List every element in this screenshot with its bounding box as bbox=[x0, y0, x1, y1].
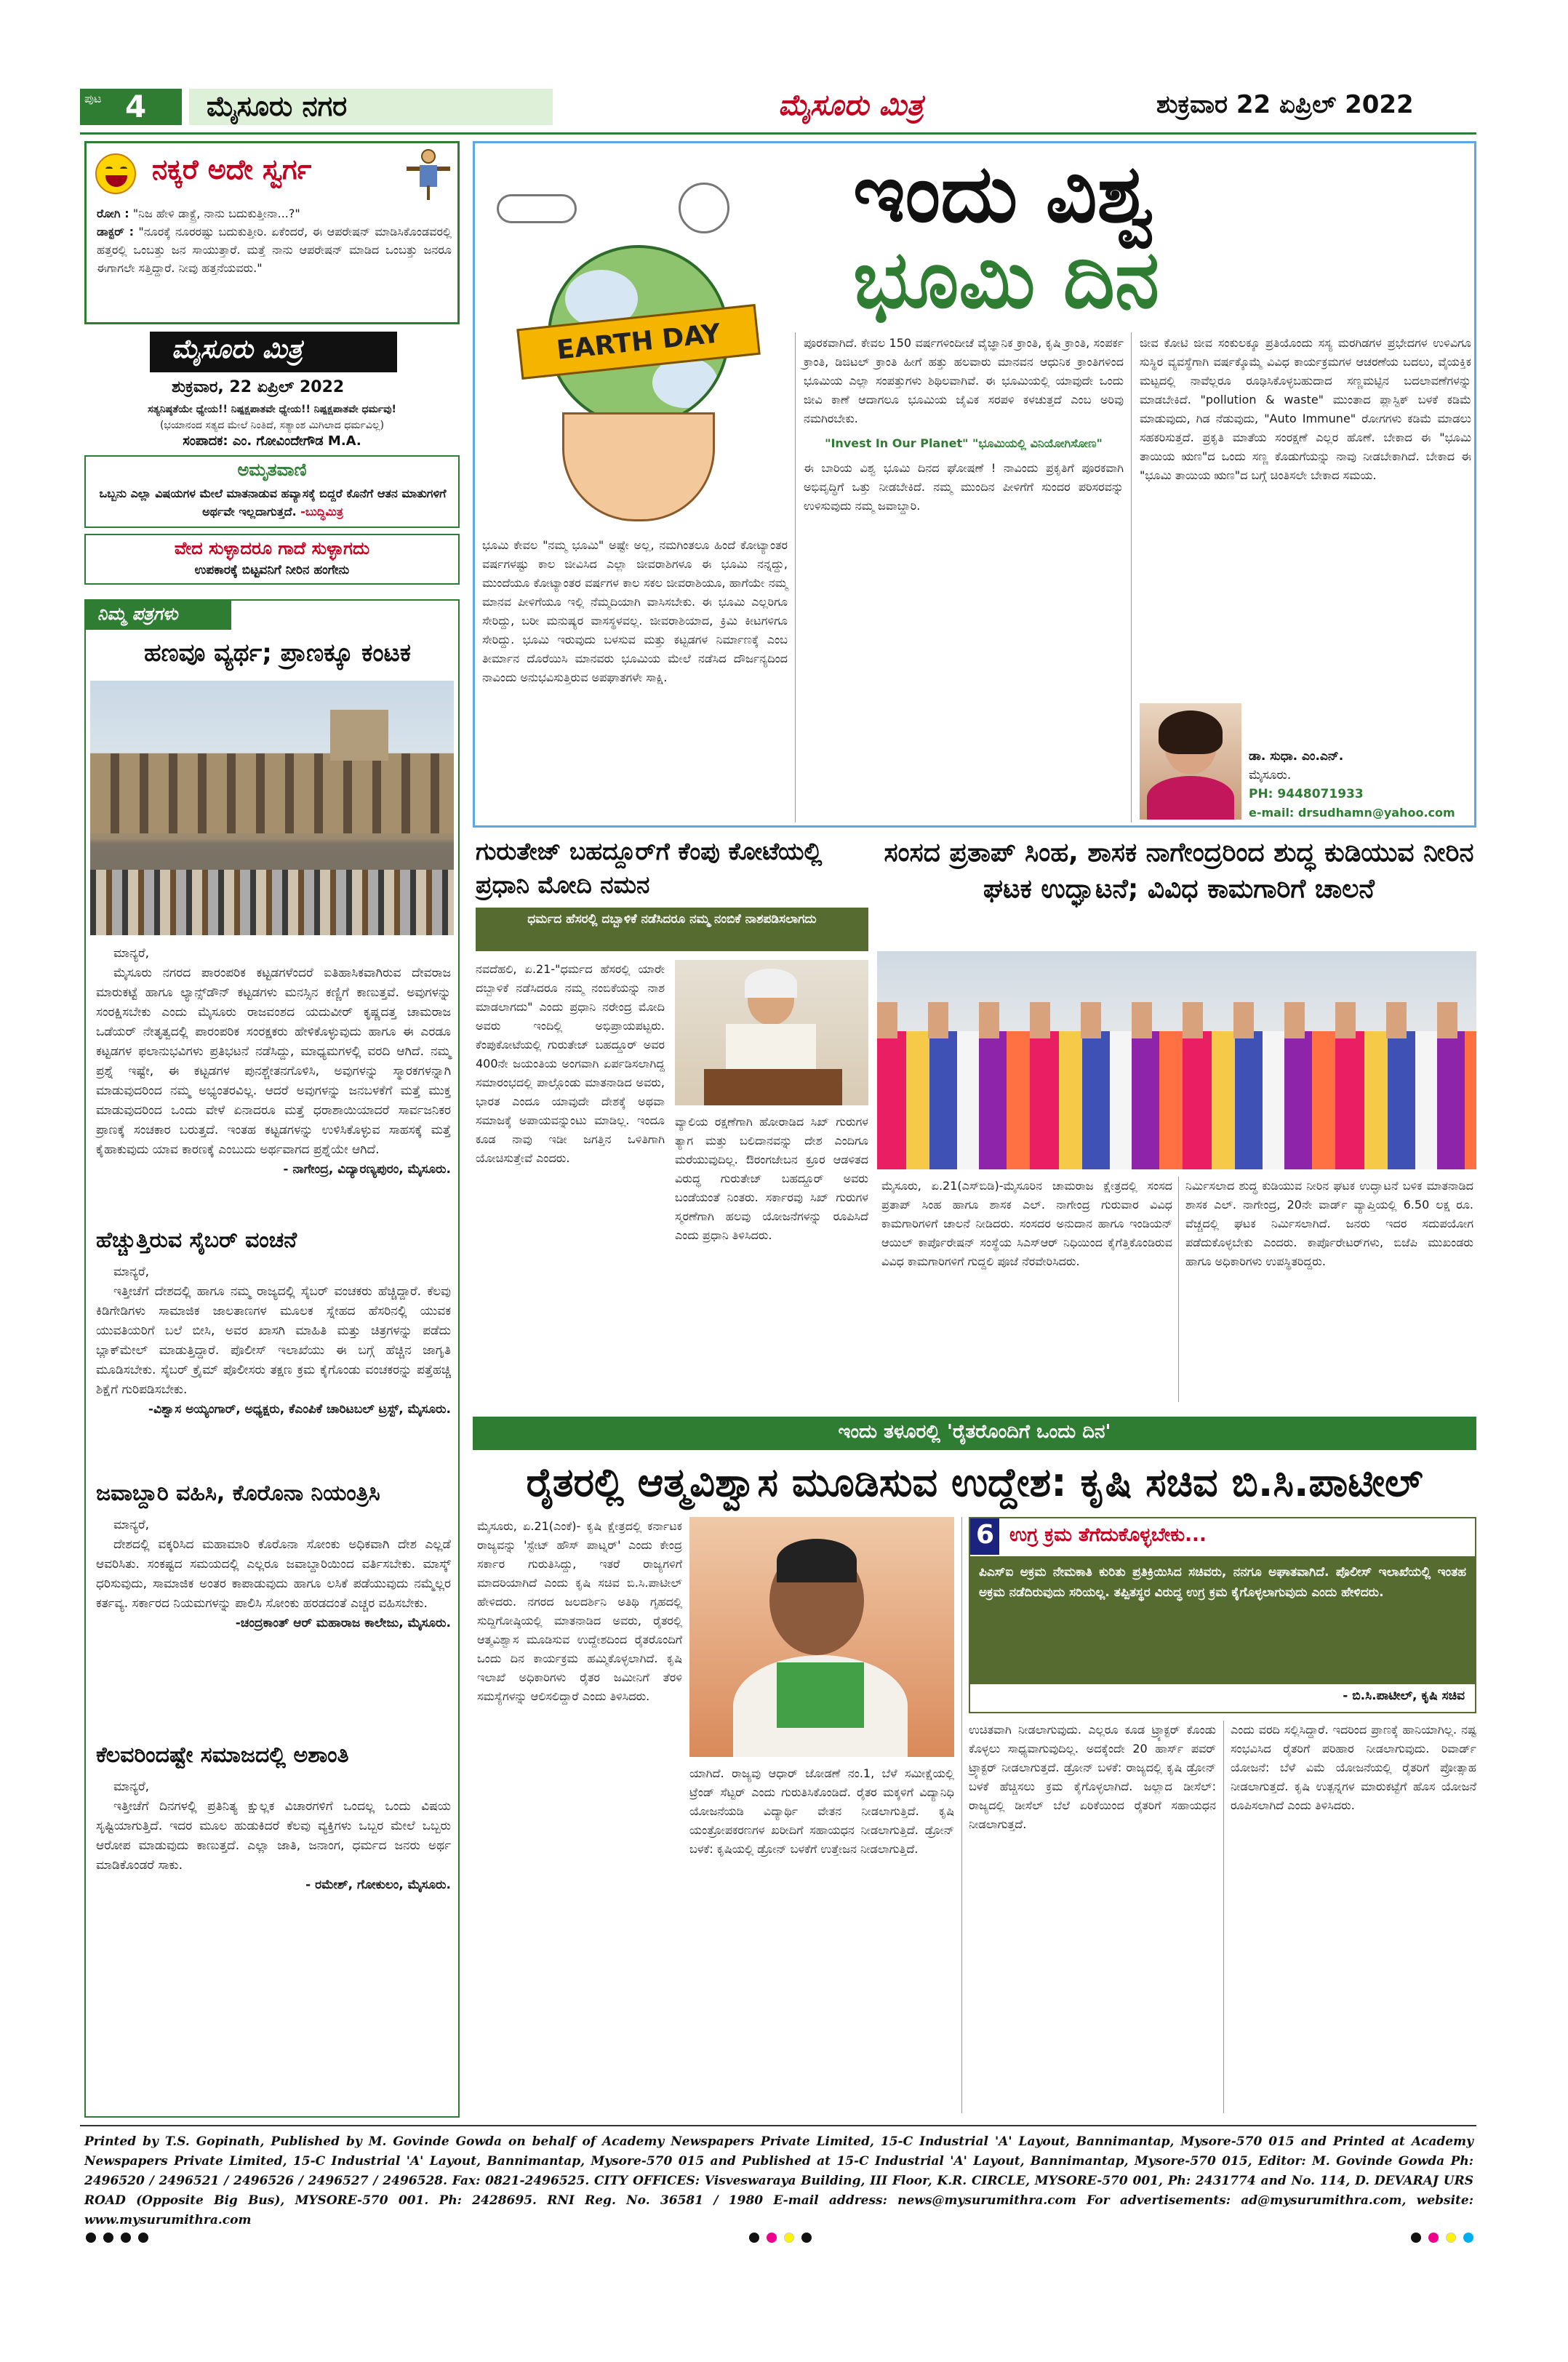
letter4-body: ಮಾನ್ಯರೆ, ಇತ್ತೀಚೆಗೆ ದಿನಗಳಲ್ಲಿ ಪ್ರತಿನಿತ್ಯ ಕ್ಷುಲ್ಲಕ ವಿಚಾರಗಳಿಗೆ ಒಂದಲ್ಲ ಒಂದು ವಿಷಯ ಸೃಷ್ಟಿಯಾಗುತ್ತಿದೆ. ಇದರ ಮೂಲ ಹುಡುಕಿದರೆ ಕೆಲವು ವ್ಯಕ್ತಿಗಳು ಒಬ್ಬರ ಮೇಲೆ ಒಬ್ಬರು ಆರೋಪ ಮಾಡುವುದು ಕಾಣುತ್ತದೆ. ಎಲ್ಲಾ ಜಾತಿ, ಜನಾಂಗ, ಧರ್ಮದ ಜನರು ಅರ್ಥ ಮಾಡಿಕೊಂಡರೆ ಸಾಕು. - ರಮೇಶ್, ಗೋಕುಲಂ, ಮೈಸೂರು. bbox=[96, 1779, 451, 1892]
paper-editor: ಸಂಪಾದಕ: ಎಂ. ಗೋವಿಂದೇಗೌಡ M.A. bbox=[183, 433, 361, 449]
laughing-icon bbox=[95, 153, 136, 194]
pata-box bbox=[969, 1517, 1476, 1713]
registration-mark bbox=[138, 2233, 148, 2243]
modi-photo bbox=[675, 960, 868, 1105]
paper-info-logo: ಮೈಸೂರು ಮಿತ್ರ bbox=[150, 332, 397, 372]
registration-mark bbox=[103, 2233, 113, 2243]
registration-mark bbox=[767, 2233, 777, 2243]
farmers-body3: ಉಚಿತವಾಗಿ ನೀಡಲಾಗುವುದು. ಎಲ್ಲರೂ ಕೂಡ ಟ್ರ್ಯಾಕ್ಟರ್ ಕೊಂಡು ಕೊಳ್ಳಲು ಸಾಧ್ಯವಾಗುವುದಿಲ್ಲ. ಅದಕ್ಕೆಂದೇ 20 ಹಾರ್ಸ್ ಪವರ್ ಟ್ರ್ಯಾಕ್ಟರ್ ನೀಡಲಾಗುತ್ತದೆ. ಡ್ರೋನ್ ಬಳಕೆ: ರಾಜ್ಯದಲ್ಲಿ ಕೃಷಿ ಡ್ರೋನ್ ಬಳಕೆ ಹೆಚ್ಚಿಸಲು ಕ್ರಮ ಕೈಗೊಳ್ಳಲಾಗಿದೆ. ಜಲ್ಲಾದ ಡೀಸೆಲ್: ರಾಜ್ಯದಲ್ಲಿ ಡೀಸೆಲ್ ಬೆಲೆ ಏರಿಕೆಯಿಂದ ರೈತರಿಗೆ ಸಹಾಯಧನ ನೀಡಲಾಗುತ್ತದೆ. bbox=[969, 1723, 1216, 1831]
amrutavani-text: ಒಬ್ಬನು ಎಲ್ಲಾ ವಿಷಯಗಳ ಮೇಲೆ ಮಾತನಾಡುವ ಹವ್ಯಾಸಕ್ಕೆ ಬಿದ್ದರೆ ಕೊನೆಗೆ ಆತನ ಮಾತುಗಳಿಗೆ ಅರ್ಥವೇ ಇಲ್ಲದಾಗುತ್ತದೆ. -ಬುದ್ಧಿಮಿತ್ರ bbox=[99, 487, 447, 519]
page-label: ಪುಟ bbox=[84, 92, 102, 105]
registration-mark bbox=[121, 2233, 131, 2243]
masthead-date: ಶುಕ್ರವಾರ 22 ಏಪ್ರಿಲ್ 2022 bbox=[1156, 90, 1414, 119]
registration-mark bbox=[1446, 2233, 1456, 2243]
registration-mark bbox=[86, 2233, 96, 2243]
modi-body-left: ನವದೆಹಲಿ, ಏ.21-"ಧರ್ಮದ ಹೆಸರಲ್ಲಿ ಯಾರೇ ದಬ್ಬಾಳಿಕೆ ನಡೆಸಿದರೂ ನಮ್ಮ ನಂಬಿಕೆಯನ್ನು ನಾಶ ಮಾಡಲಾಗದು" ಎಂದು ಪ್ರಧಾನಿ ನರೇಂದ್ರ ಮೋದಿ ಅವರು ಇಂದಿಲ್ಲಿ ಅಭಿಪ್ರಾಯಪಟ್ಟರು. ಕೆಂಪುಕೋಟೆಯಲ್ಲಿ ಗುರುತೇಜ್ ಬಹದ್ದೂರ್ ಅವರ 400ನೇ ಜಯಂತಿಯ ಅಂಗವಾಗಿ ಏರ್ಪಡಿಸಲಾಗಿದ್ದ ಸಮಾರಂಭದಲ್ಲಿ ಪಾಲ್ಗೊಂಡು ಮಾತನಾಡಿದ ಅವರು, ಭಾರತ ಎಂದೂ ಯಾವುದೇ ದೇಶಕ್ಕೆ ಅಥವಾ ಸಮಾಜಕ್ಕೆ ಅಪಾಯವನ್ನುಂಟು ಮಾಡಿಲ್ಲ. ಇಂದೂ ಕೂಡ ನಾವು ಇಡೀ ಜಗತ್ತಿನ ಒಳಿತಿಗಾಗಿ ಯೋಚಿಸುತ್ತೇವೆ ಎಂದರು. bbox=[476, 962, 665, 1165]
earth-day-col1: ಭೂಮಿ ಕೇವಲ "ನಮ್ಮ ಭೂಮಿ" ಅಷ್ಟೇ ಅಲ್ಲ, ನಮಗಿಂತಲೂ ಹಿಂದೆ ಕೋಟ್ಯಾಂತರ ವರ್ಷಗಳಷ್ಟು ಕಾಲ ಜೀವಿಸಿದ ಎಲ್ಲಾ ಜೀವರಾಶಿಗಳೂ ಈ ಭೂಮಿ ನನ್ನದ್ದು, ಮುಂದೆಯೂ ಕೋಟ್ಯಾಂತರ ವರ್ಷಗಳ ಕಾಲ ಸಕಲ ಜೀವರಾಶಿಯೂ, ಹಾಗೆಯೇ ನಮ್ಮ ಮಾನವ ಪೀಳಿಗೆಯೂ ಇಲ್ಲಿ ನೆಮ್ಮದಿಯಾಗಿ ವಾಸಿಸಬೇಕು. ಈ ಭೂಮಿ ಎಲ್ಲರಿಗೂ ಸೇರಿದ್ದು, ಬರೀ ಮನುಷ್ಯರ ವಾಸಸ್ಥಳವಲ್ಲ. ಜೀವರಾಶಿಯಾದ, ಕ್ರಿಮಿ ಕೀಟಗಳಿಗೂ ಸೇರಿದ್ದು. ಭೂಮಿ ಇರುವುದು ಬಳಸುವ ಮತ್ತು ಕಟ್ಟಡಗಳ ನಿರ್ಮಾಣಕ್ಕೆ ಎಂಬ ತೀರ್ಮಾನ ದೊರೆಯಿಸಿ ಮಾನವರು ಭೂಮಿಯ ಮೇಲೆ ನಡೆಸಿದ ದೌರ್ಜನ್ಯದಿಂದ ನಾವಿಂದು ಅನುಭವಿಸುತ್ತಿರುವ ಅಪಘಾತಗಳೇ ಸಾಕ್ಷಿ. bbox=[482, 538, 788, 684]
page-number: 4 bbox=[125, 89, 147, 124]
registration-mark bbox=[801, 2233, 812, 2243]
letter2-title: ಹೆಚ್ಚುತ್ತಿರುವ ಸೈಬರ್ ವಂಚನೆ bbox=[96, 1228, 297, 1253]
amrutavani-title: ಅಮೃತವಾಣಿ bbox=[237, 460, 307, 480]
paper-motto: ಸತ್ಯನಿಷ್ಠತೆಯೇ ಧ್ಯೇಯ!! ನಿಷ್ಪಕ್ಷಪಾತವೇ ಧ್ಯೇಯ!! ನಿಷ್ಪಕ್ಷಪಾತವೇ ಧರ್ಮವು! (ಭಯಾನಂದ ಸತ್ಯದ ಮೇಲೆ ನಿಂತಿದೆ, ಸತ್ಯಾಂಶ ಮಿಗಿಲಾದ ಧರ್ಮವಿಲ್ಲ) bbox=[148, 404, 396, 431]
farmers-body4: ಎಂದು ವರದಿ ಸಲ್ಲಿಸಿದ್ದಾರೆ. ಇದರಿಂದ ಪ್ರಾಣಕ್ಕೆ ಹಾನಿಯಾಗಿಲ್ಲ. ನಷ್ಟ ಸಂಭವಿಸಿದ ರೈತರಿಗೆ ಪರಿಹಾರ ನೀಡಲಾಗುವುದು. ರಿವಾರ್ಡ್ ಯೋಜನೆ: ಬೆಳೆ ವಿಮೆ ಯೋಜನೆಯಲ್ಲಿ ರೈತರಿಗೆ ಪ್ರೋತ್ಸಾಹ ನೀಡಲಾಗುತ್ತದೆ. ಕೃಷಿ ಉತ್ಪನ್ನಗಳ ಮಾರುಕಟ್ಟೆಗೆ ಹೊಸ ಯೋಜನೆ ರೂಪಿಸಲಾಗಿದೆ ಎಂದು ತಿಳಿಸಿದರು. bbox=[1231, 1723, 1476, 1812]
pata-box-title: ಉಗ್ರ ಕ್ರಮ ತೆಗೆದುಕೊಳ್ಳಬೇಕು... bbox=[1009, 1524, 1207, 1546]
page-number-badge bbox=[80, 89, 182, 125]
registration-mark bbox=[784, 2233, 794, 2243]
author-details: ಡಾ. ಸುಧಾ. ಎಂ.ಎನ್. ಮೈಸೂರು. PH: 9448071933 e-mail: drsudhamn@yahoo.com bbox=[1249, 749, 1455, 820]
letter2-body: ಮಾನ್ಯರೆ, ಇತ್ತೀಚೆಗೆ ದೇಶದಲ್ಲಿ ಹಾಗೂ ನಮ್ಮ ರಾಜ್ಯದಲ್ಲಿ ಸೈಬರ್ ವಂಚಕರು ಹೆಚ್ಚಿದ್ದಾರೆ. ಕೆಲವು ಕಿಡಿಗೇಡಿಗಳು ಸಾಮಾಜಿಕ ಜಾಲತಾಣಗಳ ಮೂಲಕ ಸ್ನೇಹದ ಹೆಸರಿನಲ್ಲಿ ಯುವಕ ಯುವತಿಯರಿಗೆ ಬಲೆ ಬೀಸಿ, ಅವರ ಖಾಸಗಿ ಮಾಹಿತಿ ಮತ್ತು ಚಿತ್ರಗಳನ್ನು ಪಡೆದು ಬ್ಲಾಕ್‌ಮೇಲ್ ಮಾಡುತ್ತಿದ್ದಾರೆ. ಪೊಲೀಸ್ ಇಲಾಖೆಯು ಈ ಬಗ್ಗೆ ಹೆಚ್ಚಿನ ಜಾಗೃತಿ ಮೂಡಿಸಬೇಕು. ಸೈಬರ್ ಕ್ರೈಮ್ ಪೊಲೀಸರು ತಕ್ಷಣ ಕ್ರಮ ಕೈಗೊಂಡು ವಂಚಕರನ್ನು ಪತ್ತೆಹಚ್ಚಿ ಶಿಕ್ಷೆಗೆ ಗುರಿಪಡಿಸಬೇಕು. -ವಿಶ್ವಾಸ ಅಯ್ಯಂಗಾರ್, ಅಧ್ಯಕ್ಷರು, ಕೆಎಂಪಿಕೆ ಚಾರಿಟಬಲ್ ಟ್ರಸ್ಟ್, ಮೈಸೂರು. bbox=[96, 1265, 451, 1417]
pata-box-sign: - ಬಿ.ಸಿ.ಪಾಟೀಲ್, ಕೃಷಿ ಸಚಿವ bbox=[1343, 1689, 1465, 1703]
joke-box bbox=[84, 141, 460, 324]
modi-headline: ಗುರುತೇಜ್ ಬಹದ್ದೂರ್‌ಗೆ ಕೆಂಪು ಕೋಟೆಯಲ್ಲಿ ಪ್ರಧಾನಿ ಮೋದಿ ನಮನ bbox=[476, 837, 823, 899]
earth-day-ribbon: EARTH DAY bbox=[516, 304, 761, 380]
masthead-rule bbox=[80, 132, 1476, 135]
cloud-icon bbox=[497, 194, 577, 223]
proverb-box bbox=[84, 534, 460, 585]
masthead bbox=[80, 86, 1476, 129]
earth-day-feature bbox=[473, 141, 1476, 828]
letters-label: ನಿಮ್ಮ ಪತ್ರಗಳು bbox=[86, 601, 231, 630]
joke-title: ನಕ್ಕರೆ ಅದೇ ಸ್ವರ್ಗ bbox=[152, 153, 312, 185]
farmers-headline: ರೈತರಲ್ಲಿ ಆತ್ಮವಿಶ್ವಾಸ ಮೂಡಿಸುವ ಉದ್ದೇಶ: ಕೃಷಿ ಸಚಿವ ಬಿ.ಸಿ.ಪಾಟೀಲ್ bbox=[526, 1460, 1423, 1505]
minister-photo bbox=[689, 1517, 954, 1757]
farmers-body2: ಯಾಗಿದೆ. ರಾಜ್ಯವು ಆಧಾರ್ ಜೋಡಣೆ ನಂ.1, ಬೆಳೆ ಸಮೀಕ್ಷೆಯಲ್ಲಿ ಟ್ರೆಂಡ್ ಸೆಟ್ಟರ್ ಎಂದು ಗುರುತಿಸಿಕೊಂಡಿದೆ. ರೈತರ ಮಕ್ಕಳಿಗೆ ವಿದ್ಯಾನಿಧಿ ಯೋಜನೆಯಡಿ ವಿದ್ಯಾರ್ಥಿ ವೇತನ ನೀಡಲಾಗುತ್ತಿದೆ. ಕೃಷಿ ಯಂತ್ರೋಪಕರಣಗಳ ಖರೀದಿಗೆ ಸಹಾಯಧನ ನೀಡಲಾಗುತ್ತಿದೆ. ಡ್ರೋನ್ ಬಳಕೆ: ಕೃಷಿಯಲ್ಲಿ ಡ್ರೋನ್ ಬಳಕೆಗೆ ಉತ್ತೇಜನ ನೀಡಲಾಗುತ್ತಿದೆ. bbox=[689, 1766, 954, 1856]
modi-subhead: ಧರ್ಮದ ಹೆಸರಲ್ಲಿ ದಬ್ಬಾಳಿಕೆ ನಡೆಸಿದರೂ ನಮ್ಮ ನಂಬಿಕೆ ನಾಶಪಡಿಸಲಾಗದು bbox=[476, 908, 868, 951]
pata-box-number: 6 bbox=[970, 1518, 999, 1555]
footer-imprint: Printed by T.S. Gopinath, Published by M. Govinde Gowda on behalf of Academy Newspapers Private Limited, 15-C Industrial 'A' Layout, Bannimantap, Mysore-570 015 and Printed at Academy Newspapers Private Limited, 15-C Industrial 'A' Layout, Bannimantap, Mysore-570 015 and Published at 15-C Industrial 'A' Layout, Bannimantap, Mysore-570 015, Editor: M. Govinde Gowda Ph: 2496520 / 2496521 / 2496526 / 2496527 / 2496528. Fax: 0821-2496525. CITY OFFICES: Visveswaraya Building, III Floor, K.R. CIRCLE, MYSORE-570 001, Ph: 2431774 and No. 114, D. DEVARAJ URS ROAD (Opposite Big Bus), MYSORE-570 001. Ph: 2428695. RNI Reg. No. 36581 / 1980 E-mail address: news@mysurumithra.com For advertisements: ad@mysurumithra.com, website: www.mysurumithra.com bbox=[84, 2134, 1473, 2227]
letter1-body: ಮಾನ್ಯರೆ, ಮೈಸೂರು ನಗರದ ಪಾರಂಪರಿಕ ಕಟ್ಟಡಗಳೆಂದರೆ ಐತಿಹಾಸಿಕವಾಗಿರುವ ದೇವರಾಜ ಮಾರುಕಟ್ಟೆ ಹಾಗೂ ಲ್ಯಾನ್ಸ್‌ಡೌನ್ ಕಟ್ಟಡಗಳು ಮನಸ್ಸಿನ ಕಣ್ಣಿಗೆ ಕಾಣುತ್ತವೆ. ಅವುಗಳನ್ನು ಸಂರಕ್ಷಿಸಬೇಕು ಎಂದು ಮೈಸೂರು ರಾಜವಂಶದ ಯದುವೀರ್ ಕೃಷ್ಣದತ್ತ ಚಾಮರಾಜ ಒಡೆಯರ್ ನೇತೃತ್ವದಲ್ಲಿ ಪಾರಂಪರಿಕ ಸಂರಕ್ಷಕರು ಹೇಳಿಕೊಳ್ಳುವುದು ಹಾಗೂ ಈ ಎರಡೂ ಕಟ್ಟಡಗಳ ಫಲಾನುಭವಿಗಳು ಪ್ರತಿಭಟನೆ ನಡೆಸಿದ್ದು, ಮಾಧ್ಯಮಗಳಲ್ಲಿ ವರದಿ ಆಗಿದೆ. ನಮ್ಮ ಪ್ರಶ್ನೆ ಇಷ್ಟೇ, ಈ ಕಟ್ಟಡಗಳ ಪುನಶ್ಚೇತನಗೊಳಿಸಿ, ಅವುಗಳನ್ನು ಸ್ಮಾರಕಗಳನ್ನಾಗಿ ಮಾಡುವುದರಿಂದ ನಮ್ಮ ಅಭ್ಯಂತರವಿಲ್ಲ. ಆದರೆ ಅವುಗಳನ್ನು ಜನಬಳಕೆಗೆ ಮತ್ತೆ ಮುಕ್ತ ಮಾಡುವುದರಿಂದ ಒಂದು ವೇಳೆ ಏನಾದರೂ ಮತ್ತೆ ಧರಾಶಾಯಿಯಾದರೆ ಸಾರ್ವಜನಿಕರ ಪ್ರಾಣಕ್ಕೆ ಸಂಚಕಾರ ಬರುತ್ತದೆ. ಇಂತಹ ಕಟ್ಟಡಗಳನ್ನು ಉಳಿಸಿಕೊಳ್ಳುವ ಸಾಹಸಕ್ಕೆ ಮತ್ತೆ ಕೈಹಾಕುವುದು ಯಾವ ಕಾರಣಕ್ಕೆ ಎಂಬುದು ಅರ್ಥವಾಗದ ಪ್ರಶ್ನೆಯೇ ಆಗಿದೆ. - ನಾಗೇಂದ್ರ, ವಿದ್ಯಾರಣ್ಯಪುರಂ, ಮೈಸೂರು. bbox=[96, 946, 451, 1177]
letter3-title: ಜವಾಬ್ದಾರಿ ವಹಿಸಿ, ಕೊರೊನಾ ನಿಯಂತ್ರಿಸಿ bbox=[96, 1481, 380, 1506]
earth-day-col2: ಪೂರಕವಾಗಿದೆ. ಕೇವಲ 150 ವರ್ಷಗಳಿಂದೀಚೆ ವೈಜ್ಞಾನಿಕ ಕ್ರಾಂತಿ, ಕೃಷಿ ಕ್ರಾಂತಿ, ಸಂಪರ್ಕ ಕ್ರಾಂತಿ, ಡಿಜಿಟಲ್ ಕ್ರಾಂತಿ ಹೀಗೆ ಹತ್ತು ಹಲವಾರು ಮಾನವನ ಆಧುನಿಕ ಕ್ರಾಂತಿಗಳಿಂದ ಭೂಮಿಯ ಎಲ್ಲಾ ಸಂಪತ್ತುಗಳು ಶಿಥಿಲವಾಗಿವೆ. ಈ ಭೂಮಿಯಲ್ಲಿ ಯಾವುದೇ ಒಂದು ಜೀವಿ ಕಾಣೆ ಆದಾಗಲೂ ಭೂಮಿಯ ಜೈವಿಕ ಸರಪಳಿ ಕಳಚುತ್ತದೆ ಎಂಬ ಅರಿವು ನಮಗಿರಬೇಕು. "Invest In Our Planet" "ಭೂಮಿಯಲ್ಲಿ ವಿನಿಯೋಗಿಸೋಣ" ಈ ಬಾರಿಯ ವಿಶ್ವ ಭೂಮಿ ದಿನದ ಘೋಷಣೆ ! ನಾವಿಂದು ಪ್ರಕೃತಿಗೆ ಪೂರಕವಾಗಿ ಅಭಿವೃದ್ಧಿಗೆ ಒತ್ತು ನೀಡಬೇಕಿದೆ. ನಮ್ಮ ಮುಂದಿನ ಪೀಳಿಗೆಗೆ ಸುಂದರ ಪರಿಸರವನ್ನು ಉಳಿಸುವುದು ನಮ್ಮ ಜವಾಬ್ದಾರಿ. bbox=[804, 336, 1124, 513]
author-card bbox=[1140, 703, 1471, 824]
paper-info-box bbox=[84, 332, 460, 449]
paper-logo: ಮೈಸೂರು ಮಿತ್ರ bbox=[778, 89, 924, 122]
footer-rule bbox=[80, 2125, 1476, 2126]
joke-dialogue: ರೋಗಿ : "ನಿಜ ಹೇಳಿ ಡಾಕ್ಟ್ರೆ, ನಾನು ಬದುಕುತ್ತೀನಾ...?" ಡಾಕ್ಟರ್ : "ನೂರಕ್ಕೆ ನೂರರಷ್ಟು ಬದುಕುತ್ತೀರಿ. ಏಕೆಂದರೆ, ಈ ಆಪರೇಷನ್ ಮಾಡಿಸಿಕೊಂಡವರಲ್ಲಿ ಹತ್ತರಲ್ಲಿ ಒಂಬತ್ತು ಜನ ಸಾಯುತ್ತಾರೆ. ಮತ್ತೆ ನಾನು ಆಪರೇಷನ್ ಮಾಡಿದ ಒಂಬತ್ತು ಜನರೂ ಈಗಾಗಲೇ ಸತ್ತಿದ್ದಾರೆ. ನೀವು ಹತ್ತನೆಯವರು." bbox=[97, 207, 452, 275]
amrutavani-box bbox=[84, 455, 460, 528]
section-title: ಮೈಸೂರು ನಗರ bbox=[189, 89, 553, 125]
farmers-banner: ಇಂದು ತಳೂರಲ್ಲಿ 'ರೈತರೊಂದಿಗೆ ಒಂದು ದಿನ' bbox=[473, 1417, 1476, 1450]
farmers-body1: ಮೈಸೂರು, ಏ.21(ಎಂಕೆ)- ಕೃಷಿ ಕ್ಷೇತ್ರದಲ್ಲಿ ಕರ್ನಾಟಕ ರಾಜ್ಯವನ್ನು 'ಸ್ಟೇಟ್ ಹೌಸ್ ಪಾಟ್ನರ್' ಎಂದು ಕೇಂದ್ರ ಸರ್ಕಾರ ಗುರುತಿಸಿದ್ದು, ಇತರೆ ರಾಜ್ಯಗಳಿಗೆ ಮಾದರಿಯಾಗಿದೆ ಎಂದು ಕೃಷಿ ಸಚಿವ ಬಿ.ಸಿ.ಪಾಟೀಲ್ ಹೇಳಿದರು. ನಗರದ ಜಲದರ್ಶಿನಿ ಅತಿಥಿ ಗೃಹದಲ್ಲಿ ಸುದ್ದಿಗೋಷ್ಠಿಯಲ್ಲಿ ಮಾತನಾಡಿದ ಅವರು, ರೈತರಲ್ಲಿ ಆತ್ಮವಿಶ್ವಾಸ ಮೂಡಿಸುವ ಉದ್ದೇಶದಿಂದ ರೈತರೊಂದಿಗೆ ಒಂದು ದಿನ ಕಾರ್ಯಕ್ರಮ ಹಮ್ಮಿಕೊಳ್ಳಲಾಗಿದೆ. ಕೃಷಿ ಇಲಾಖೆ ಅಧಿಕಾರಿಗಳು ರೈತರ ಜಮೀನಿಗೆ ತೆರಳಿ ಸಮಸ್ಯೆಗಳನ್ನು ಆಲಿಸಲಿದ್ದಾರೆ ಎಂದು ತಿಳಿಸಿದರು. bbox=[477, 1519, 682, 1703]
mp-story bbox=[877, 835, 1476, 1409]
letter1-title: ಹಣವೂ ವ್ಯರ್ಥ; ಪ್ರಾಣಕ್ಕೂ ಕಂಟಕ bbox=[144, 638, 412, 668]
modi-body-right: ವ್ಯಾಲಿಯ ರಕ್ಷಣೆಗಾಗಿ ಹೋರಾಡಿದ ಸಿಖ್ ಗುರುಗಳ ತ್ಯಾಗ ಮತ್ತು ಬಲಿದಾನವನ್ನು ದೇಶ ಎಂದಿಗೂ ಮರೆಯುವುದಿಲ್ಲ. ಔರಂಗಜೇಬನ ಕ್ರೂರ ಆಡಳಿತದ ವಿರುದ್ಧ ಗುರುತೇಜ್ ಬಹದ್ದೂರ್ ಅವರು ಬಂಡೆಯಂತೆ ನಿಂತರು. ಸರ್ಕಾರವು ಸಿಖ್ ಗುರುಗಳ ಸ್ಮರಣೆಗಾಗಿ ಹಲವು ಯೋಜನೆಗಳನ್ನು ರೂಪಿಸಿದೆ ಎಂದು ಪ್ರಧಾನಿ ತಿಳಿಸಿದರು. bbox=[675, 1115, 868, 1242]
earth-day-col3: ಜೀವ ಕೋಟಿ ಜೀವ ಸಂಕುಲಕ್ಕೂ ಪ್ರತಿಯೊಂದು ಸಸ್ಯ ಮರಗಿಡಗಳ ಪ್ರಭೇದಗಳ ಉಳಿವಿಗೂ ಸುಸ್ಥಿರ ವ್ಯವಸ್ಥೆಗಾಗಿ ವರ್ಷಕ್ಕೊಮ್ಮೆ ವಿವಿಧ ಕಾರ್ಯಕ್ರಮಗಳ ಆಚರಣೆಯ ಬದಲು, ವೈಯಕ್ತಿಕ ಮಟ್ಟದಲ್ಲಿ ನಾವೆಲ್ಲರೂ ರೂಢಿಸಿಕೊಳ್ಳಬಹುದಾದ ಸಣ್ಣಮಟ್ಟಿನ ಬದಲಾವಣೆಗಳನ್ನು ಮಾಡಬೇಕಿದೆ. "pollution & waste" ಮುಂತಾದ ಪ್ಲಾಸ್ಟಿಕ್ ಬಳಕೆ ಕಡಿಮೆ ಮಾಡುವುದು, ಗಿಡ ನೆಡುವುದು, "Auto Immune" ರೋಗಗಳು ಕಡಿಮೆ ಮಾಡಲು ಸಹಕರಿಸುತ್ತದೆ. ಪ್ರಕೃತಿ ಮಾತೆಯ ಸಂರಕ್ಷಣೆ ಎಲ್ಲರ ಹೊಣೆ. ಬೇಕಾದ ಈ "ಭೂಮಿ ತಾಯಿಯ ಋಣ"ದ ಒಂದು ಸಣ್ಣ ಕೊಡುಗೆಯನ್ನು ನಾವು ನೀಡಬೇಕಾಗಿದೆ. ಬೇಕಾದ ಈ "ಭೂಮಿ ತಾಯಿಯ ಋಣ"ದ ಬಗ್ಗೆ ಚಿಂತಿಸಲೇ ಬೇಕಾದ ಸಮಯ. bbox=[1140, 336, 1471, 482]
proverb-title: ವೇದ ಸುಳ್ಳಾದರೂ ಗಾದೆ ಸುಳ್ಳಾಗದು bbox=[174, 538, 370, 559]
mp-headline: ಸಂಸದ ಪ್ರತಾಪ್ ಸಿಂಹ, ಶಾಸಕ ನಾಗೇಂದ್ರರಿಂದ ಶುದ್ಧ ಕುಡಿಯುವ ನೀರಿನ ಘಟಕ ಉದ್ಘಾಟನೆ; ವಿವಿಧ ಕಾಮಗಾರಿಗೆ ಚಾಲನೆ bbox=[884, 838, 1474, 904]
pata-box-text: ಪಿಎಸ್‌ಐ ಅಕ್ರಮ ನೇಮಕಾತಿ ಕುರಿತು ಪ್ರತಿಕ್ರಿಯಿಸಿದ ಸಚಿವರು, ನನಗೂ ಅಘಾತವಾಗಿದೆ. ಪೊಲೀಸ್ ಇಲಾಖೆಯಲ್ಲಿ ಇಂತಹ ಅಕ್ರಮ ನಡೆದಿರುವುದು ಸರಿಯಲ್ಲ. ತಪ್ಪಿತಸ್ಥರ ವಿರುದ್ಧ ಉಗ್ರ ಕ್ರಮ ಕೈಗೊಳ್ಳಲಾಗುವುದು ಎಂದು ಹೇಳಿದರು. bbox=[970, 1556, 1475, 1684]
hands-icon bbox=[562, 412, 715, 521]
paper-info-date: ಶುಕ್ರವಾರ, 22 ಏಪ್ರಿಲ್ 2022 bbox=[172, 378, 345, 396]
registration-mark bbox=[1428, 2233, 1439, 2243]
letter3-body: ಮಾನ್ಯರೆ, ದೇಶದಲ್ಲಿ ವಕ್ಕರಿಸಿದ ಮಹಾಮಾರಿ ಕೊರೊನಾ ಸೋಂಕು ಅಧಿಕವಾಗಿ ದೇಶ ಎಲ್ಲಡೆ ಆವರಿಸಿತು. ಸಂಕಷ್ಟದ ಸಮಯದಲ್ಲಿ ಎಲ್ಲರೂ ಜವಾಬ್ದಾರಿಯಿಂದ ವರ್ತಿಸಬೇಕು. ಮಾಸ್ಕ್ ಧರಿಸುವುದು, ಸಾಮಾಜಿಕ ಅಂತರ ಕಾಪಾಡುವುದು ಹಾಗೂ ಲಸಿಕೆ ಪಡೆಯುವುದು ನಮ್ಮೆಲ್ಲರ ಕರ್ತವ್ಯ. ಸರ್ಕಾರದ ನಿಯಮಗಳನ್ನು ಪಾಲಿಸಿ ಸೋಂಕು ಹರಡದಂತೆ ಎಚ್ಚರ ವಹಿಸಬೇಕು. -ಚಂದ್ರಕಾಂತ್ ಆರ್ ಮಹಾರಾಜ ಕಾಲೇಜು, ಮೈಸೂರು. bbox=[96, 1518, 451, 1630]
market-building-photo bbox=[90, 681, 454, 935]
author-photo bbox=[1140, 703, 1241, 820]
registration-mark bbox=[1463, 2233, 1473, 2243]
sun-icon bbox=[679, 183, 729, 233]
earth-day-headline: ಇಂದು ವಿಶ್ವ ಭೂಮಿ ದಿನ bbox=[853, 147, 1159, 326]
letter4-title: ಕೆಲವರಿಂದಷ್ಟೇ ಸಮಾಜದಲ್ಲಿ ಅಶಾಂತಿ bbox=[96, 1742, 349, 1768]
earth-day-illustration bbox=[482, 151, 788, 529]
mp-body-right: ನಿರ್ಮಿಸಲಾದ ಶುದ್ಧ ಕುಡಿಯುವ ನೀರಿನ ಘಟಕ ಉದ್ಘಾಟನೆ ಬಳಿಕ ಮಾತನಾಡಿದ ಶಾಸಕ ಎಲ್. ನಾಗೇಂದ್ರ, 20ನೇ ವಾರ್ಡ್ ವ್ಯಾಪ್ತಿಯಲ್ಲಿ 6.50 ಲಕ್ಷ ರೂ. ವೆಚ್ಚದಲ್ಲಿ ಘಟಕ ನಿರ್ಮಿಸಲಾಗಿದೆ. ಜನರು ಇದರ ಸದುಪಯೋಗ ಪಡೆದುಕೊಳ್ಳಬೇಕು ಎಂದರು. ಕಾರ್ಪೊರೇಟರ್‌ಗಳು, ಬಿಜೆಪಿ ಮುಖಂಡರು ಹಾಗೂ ಅಧಿಕಾರಿಗಳು ಉಪಸ್ಥಿತರಿದ್ದರು. bbox=[1185, 1179, 1473, 1268]
mp-body-left: ಮೈಸೂರು, ಏ.21(ಎಸ್‌ಬಿಡಿ)-ಮೈಸೂರಿನ ಚಾಮರಾಜ ಕ್ಷೇತ್ರದಲ್ಲಿ ಸಂಸದ ಪ್ರತಾಪ್ ಸಿಂಹ ಹಾಗೂ ಶಾಸಕ ಎಲ್. ನಾಗೇಂದ್ರ ಗುರುವಾರ ವಿವಿಧ ಕಾಮಗಾರಿಗಳಿಗೆ ಚಾಲನೆ ನೀಡಿದರು. ಸಂಸದರ ಅನುದಾನ ಹಾಗೂ ಇಂಡಿಯನ್ ಆಯಿಲ್ ಕಾರ್ಪೊರೇಷನ್ ಸಂಸ್ಥೆಯ ಸಿಎಸ್‌ಆರ್ ನಿಧಿಯಿಂದ ಕೈಗೆತ್ತಿಕೊಂಡಿರುವ ವಿವಿಧ ಕಾಮಗಾರಿಗಳಿಗೆ ಗುದ್ದಲಿ ಪೂಜೆ ನೆರವೇರಿಸಿದರು. bbox=[881, 1179, 1172, 1268]
proverb-text: ಉಪಕಾರಕ್ಕೆ ಬಿಟ್ಟವನಿಗೆ ನೀರಿನ ಹಂಗೇನು bbox=[194, 563, 350, 577]
mp-group-photo bbox=[877, 951, 1476, 1169]
registration-mark bbox=[1411, 2233, 1421, 2243]
letters-section bbox=[84, 599, 460, 2118]
modi-story bbox=[473, 835, 871, 1409]
scarecrow-icon bbox=[407, 149, 450, 200]
registration-mark bbox=[749, 2233, 759, 2243]
